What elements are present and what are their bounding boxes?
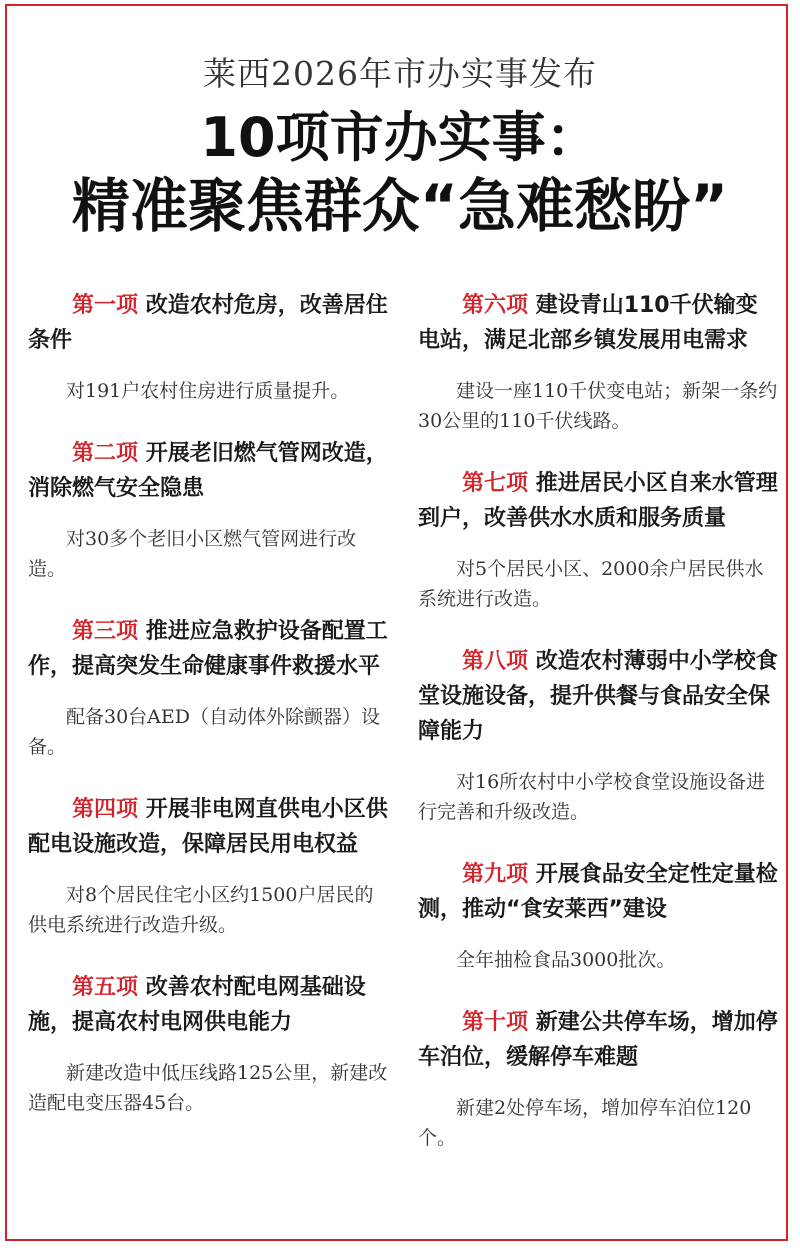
item-title: 新建公共停车场，增加停车泊位，缓解停车难题 — [418, 1010, 778, 1070]
item-2 — [28, 436, 388, 584]
item-10 — [418, 1005, 778, 1153]
item-desc: 新建2处停车场，增加停车泊位120个。 — [418, 1097, 752, 1149]
kicker: 莱西2026年市办实事发布 — [203, 54, 597, 93]
item-number: 第六项 — [462, 293, 529, 318]
item-desc: 配备30台AED（自动体外除颤器）设备。 — [28, 706, 381, 758]
item-1 — [28, 288, 388, 406]
item-title: 推进应急救护设备配置工作，提高突发生命健康事件救援水平 — [28, 619, 388, 679]
item-7 — [418, 466, 778, 614]
left-column — [28, 288, 388, 1148]
item-desc: 对30多个老旧小区燃气管网进行改造。 — [28, 528, 357, 580]
item-number: 第一项 — [72, 293, 139, 318]
item-9 — [418, 857, 778, 975]
item-8 — [418, 644, 778, 827]
item-4 — [28, 792, 388, 940]
item-title: 建设青山110千伏输变电站，满足北部乡镇发展用电需求 — [418, 293, 758, 353]
item-number: 第三项 — [72, 619, 139, 644]
item-desc: 对191户农村住房进行质量提升。 — [66, 380, 350, 402]
item-title: 改造农村危房，改善居住条件 — [28, 293, 388, 353]
item-desc: 新建改造中低压线路125公里，新建改造配电变压器45台。 — [28, 1062, 388, 1114]
item-title: 开展食品安全定性定量检测，推动“食安莱西”建设 — [418, 862, 778, 922]
item-title: 改造农村薄弱中小学校食堂设施设备，提升供餐与食品安全保障能力 — [418, 649, 778, 744]
item-number: 第七项 — [462, 471, 529, 496]
headline-line-1: 10项市办实事： — [200, 106, 600, 169]
item-desc: 对5个居民小区、2000余户居民供水系统进行改造。 — [418, 558, 764, 610]
item-title: 改善农村配电网基础设施，提高农村电网供电能力 — [28, 975, 366, 1035]
item-title: 开展老旧燃气管网改造，消除燃气安全隐患 — [28, 441, 388, 501]
item-title: 推进居民小区自来水管理到户，改善供水水质和服务质量 — [418, 471, 778, 531]
item-desc: 建设一座110千伏变电站；新架一条约30公里的110千伏线路。 — [418, 380, 778, 432]
item-desc: 对16所农村中小学校食堂设施设备进行完善和升级改造。 — [418, 771, 766, 823]
item-number: 第四项 — [72, 797, 139, 822]
item-number: 第五项 — [72, 975, 139, 1000]
item-desc: 全年抽检食品3000批次。 — [456, 949, 676, 971]
item-5 — [28, 970, 388, 1118]
item-3 — [28, 614, 388, 762]
item-title: 开展非电网直供电小区供配电设施改造，保障居民用电权益 — [28, 797, 388, 857]
item-number: 第十项 — [462, 1010, 529, 1035]
item-6 — [418, 288, 778, 436]
item-number: 第二项 — [72, 441, 139, 466]
item-number: 第九项 — [462, 862, 529, 887]
item-number: 第八项 — [462, 649, 529, 674]
headline-line-2: 精准聚焦群众“急难愁盼” — [71, 172, 729, 240]
item-desc: 对8个居民住宅小区约1500户居民的供电系统进行改造升级。 — [28, 884, 374, 936]
right-column — [418, 288, 778, 1183]
